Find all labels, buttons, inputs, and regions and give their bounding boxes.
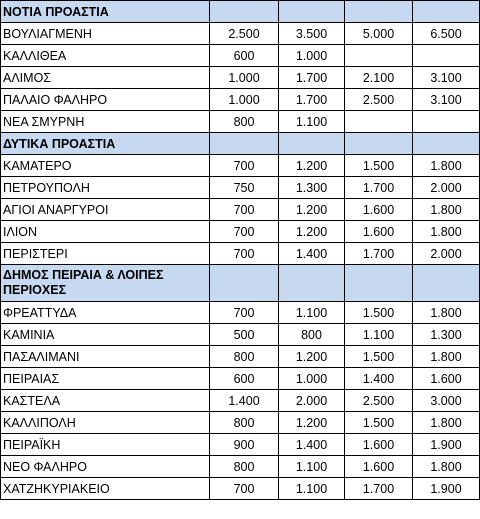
area-name-cell: ΒΟΥΛΙΑΓΜΕΝΗ bbox=[1, 23, 210, 45]
price-cell: 700 bbox=[210, 478, 279, 500]
table-row bbox=[1, 67, 480, 89]
price-cell: 1.500 bbox=[345, 155, 413, 177]
price-cell: 1.400 bbox=[345, 368, 413, 390]
table-row bbox=[1, 434, 480, 456]
area-name-cell: ΠΕΡΙΣΤΕΡΙ bbox=[1, 243, 210, 265]
area-name-cell: ΝΕΑ ΣΜΥΡΝΗ bbox=[1, 111, 210, 133]
price-cell: 1.800 bbox=[413, 199, 480, 221]
price-cell: 750 bbox=[210, 177, 279, 199]
area-name-cell: ΚΑΛΛΙΠΟΛΗ bbox=[1, 412, 210, 434]
price-cell: 1.700 bbox=[345, 478, 413, 500]
section-header-filler bbox=[345, 133, 413, 155]
price-cell: 1.400 bbox=[279, 243, 345, 265]
table-row bbox=[1, 368, 480, 390]
table-row bbox=[1, 221, 480, 243]
price-cell: 1.200 bbox=[279, 346, 345, 368]
price-cell: 2.500 bbox=[210, 23, 279, 45]
section-header-filler bbox=[413, 265, 480, 302]
price-cell: 1.000 bbox=[210, 89, 279, 111]
price-cell: 700 bbox=[210, 221, 279, 243]
price-cell: 700 bbox=[210, 199, 279, 221]
price-cell: 1.300 bbox=[279, 177, 345, 199]
section-title: ΔΥΤΙΚΑ ΠΡΟΑΣΤΙΑ bbox=[1, 133, 210, 155]
price-cell: 6.500 bbox=[413, 23, 480, 45]
table-row bbox=[1, 456, 480, 478]
price-cell: 1.000 bbox=[279, 45, 345, 67]
table-row bbox=[1, 155, 480, 177]
price-cell: 1.100 bbox=[279, 478, 345, 500]
price-cell: 2.500 bbox=[345, 89, 413, 111]
price-cell: 1.600 bbox=[345, 199, 413, 221]
area-name-cell: ΧΑΤΖΗΚΥΡΙΑΚΕΙΟ bbox=[1, 478, 210, 500]
price-cell: 1.500 bbox=[345, 412, 413, 434]
price-cell: 1.300 bbox=[413, 324, 480, 346]
price-cell: 1.100 bbox=[279, 302, 345, 324]
price-cell: 2.000 bbox=[413, 177, 480, 199]
price-cell: 2.000 bbox=[279, 390, 345, 412]
price-cell: 1.200 bbox=[279, 412, 345, 434]
price-cell: 1.700 bbox=[345, 243, 413, 265]
price-cell: 1.400 bbox=[279, 434, 345, 456]
table-row bbox=[1, 177, 480, 199]
price-cell: 1.800 bbox=[413, 155, 480, 177]
price-cell bbox=[345, 45, 413, 67]
area-name-cell: ΦΡΕΑΤΤΥΔΑ bbox=[1, 302, 210, 324]
price-cell: 900 bbox=[210, 434, 279, 456]
section-header-row bbox=[1, 1, 480, 23]
section-title: ΔΗΜΟΣ ΠΕΙΡΑΙΑ & ΛΟΙΠΕΣ ΠΕΡΙΟΧΕΣ bbox=[1, 265, 210, 302]
area-name-cell: ΠΕΤΡΟΥΠΟΛΗ bbox=[1, 177, 210, 199]
price-cell: 800 bbox=[210, 111, 279, 133]
price-cell: 600 bbox=[210, 45, 279, 67]
area-name-cell: ΚΑΜΑΤΕΡΟ bbox=[1, 155, 210, 177]
section-header-row bbox=[1, 265, 480, 302]
price-cell: 600 bbox=[210, 368, 279, 390]
section-header-filler bbox=[210, 265, 279, 302]
section-header-filler bbox=[279, 265, 345, 302]
table-row bbox=[1, 199, 480, 221]
area-name-cell: ΚΑΜΙΝΙΑ bbox=[1, 324, 210, 346]
area-name-cell: ΠΕΙΡΑΪΚΗ bbox=[1, 434, 210, 456]
table-row bbox=[1, 111, 480, 133]
price-cell: 2.500 bbox=[345, 390, 413, 412]
price-cell: 1.400 bbox=[210, 390, 279, 412]
price-cell: 3.000 bbox=[413, 390, 480, 412]
price-cell: 1.800 bbox=[413, 221, 480, 243]
price-cell: 1.900 bbox=[413, 434, 480, 456]
price-cell: 800 bbox=[210, 346, 279, 368]
section-header-filler bbox=[413, 133, 480, 155]
section-header-filler bbox=[210, 133, 279, 155]
table-row bbox=[1, 412, 480, 434]
price-cell: 1.900 bbox=[413, 478, 480, 500]
price-cell: 1.100 bbox=[279, 111, 345, 133]
price-cell: 700 bbox=[210, 302, 279, 324]
price-cell: 1.500 bbox=[345, 346, 413, 368]
price-cell: 3.100 bbox=[413, 89, 480, 111]
section-header-filler bbox=[413, 1, 480, 23]
price-cell: 1.700 bbox=[279, 67, 345, 89]
area-name-cell: ΠΕΙΡΑΙΑΣ bbox=[1, 368, 210, 390]
price-cell: 1.100 bbox=[279, 456, 345, 478]
price-cell bbox=[345, 111, 413, 133]
section-header-filler bbox=[345, 1, 413, 23]
section-header-filler bbox=[279, 1, 345, 23]
table-row bbox=[1, 243, 480, 265]
section-header-filler bbox=[279, 133, 345, 155]
price-cell: 800 bbox=[210, 412, 279, 434]
price-cell: 1.600 bbox=[345, 434, 413, 456]
price-cell: 1.800 bbox=[413, 456, 480, 478]
price-cell: 1.600 bbox=[413, 368, 480, 390]
price-cell: 1.500 bbox=[345, 302, 413, 324]
table-body bbox=[1, 1, 480, 500]
price-cell: 1.200 bbox=[279, 199, 345, 221]
price-cell: 700 bbox=[210, 243, 279, 265]
table-row bbox=[1, 23, 480, 45]
section-header-row bbox=[1, 133, 480, 155]
price-cell: 800 bbox=[279, 324, 345, 346]
price-cell: 500 bbox=[210, 324, 279, 346]
price-cell: 3.100 bbox=[413, 67, 480, 89]
section-header-filler bbox=[345, 265, 413, 302]
area-name-cell: ΙΛΙΟΝ bbox=[1, 221, 210, 243]
table-row bbox=[1, 478, 480, 500]
price-cell: 1.800 bbox=[413, 412, 480, 434]
area-name-cell: ΠΑΛΑΙΟ ΦΑΛΗΡΟ bbox=[1, 89, 210, 111]
price-cell: 1.800 bbox=[413, 346, 480, 368]
section-header-filler bbox=[210, 1, 279, 23]
table-row bbox=[1, 346, 480, 368]
price-cell: 1.100 bbox=[345, 324, 413, 346]
price-cell: 1.700 bbox=[345, 177, 413, 199]
area-name-cell: ΑΛΙΜΟΣ bbox=[1, 67, 210, 89]
price-cell: 3.500 bbox=[279, 23, 345, 45]
section-title: ΝΟΤΙΑ ΠΡΟΑΣΤΙΑ bbox=[1, 1, 210, 23]
price-cell: 1.600 bbox=[345, 221, 413, 243]
area-name-cell: ΝΕΟ ΦΑΛΗΡΟ bbox=[1, 456, 210, 478]
price-cell: 1.000 bbox=[279, 368, 345, 390]
price-cell: 1.000 bbox=[210, 67, 279, 89]
price-cell: 800 bbox=[210, 456, 279, 478]
area-name-cell: ΚΑΛΛΙΘΕΑ bbox=[1, 45, 210, 67]
price-cell: 2.100 bbox=[345, 67, 413, 89]
price-cell: 1.200 bbox=[279, 155, 345, 177]
area-name-cell: ΑΓΙΟΙ ΑΝΑΡΓΥΡΟΙ bbox=[1, 199, 210, 221]
table-row bbox=[1, 324, 480, 346]
table-row bbox=[1, 89, 480, 111]
price-cell: 1.800 bbox=[413, 302, 480, 324]
price-cell bbox=[413, 111, 480, 133]
price-cell: 5.000 bbox=[345, 23, 413, 45]
price-cell: 1.600 bbox=[345, 456, 413, 478]
price-cell: 1.700 bbox=[279, 89, 345, 111]
price-cell: 2.000 bbox=[413, 243, 480, 265]
price-cell: 1.200 bbox=[279, 221, 345, 243]
price-cell: 700 bbox=[210, 155, 279, 177]
area-name-cell: ΠΑΣΑΛΙΜΑΝΙ bbox=[1, 346, 210, 368]
table-row bbox=[1, 45, 480, 67]
table-row bbox=[1, 302, 480, 324]
price-cell bbox=[413, 45, 480, 67]
table-row bbox=[1, 390, 480, 412]
area-name-cell: ΚΑΣΤΕΛΑ bbox=[1, 390, 210, 412]
